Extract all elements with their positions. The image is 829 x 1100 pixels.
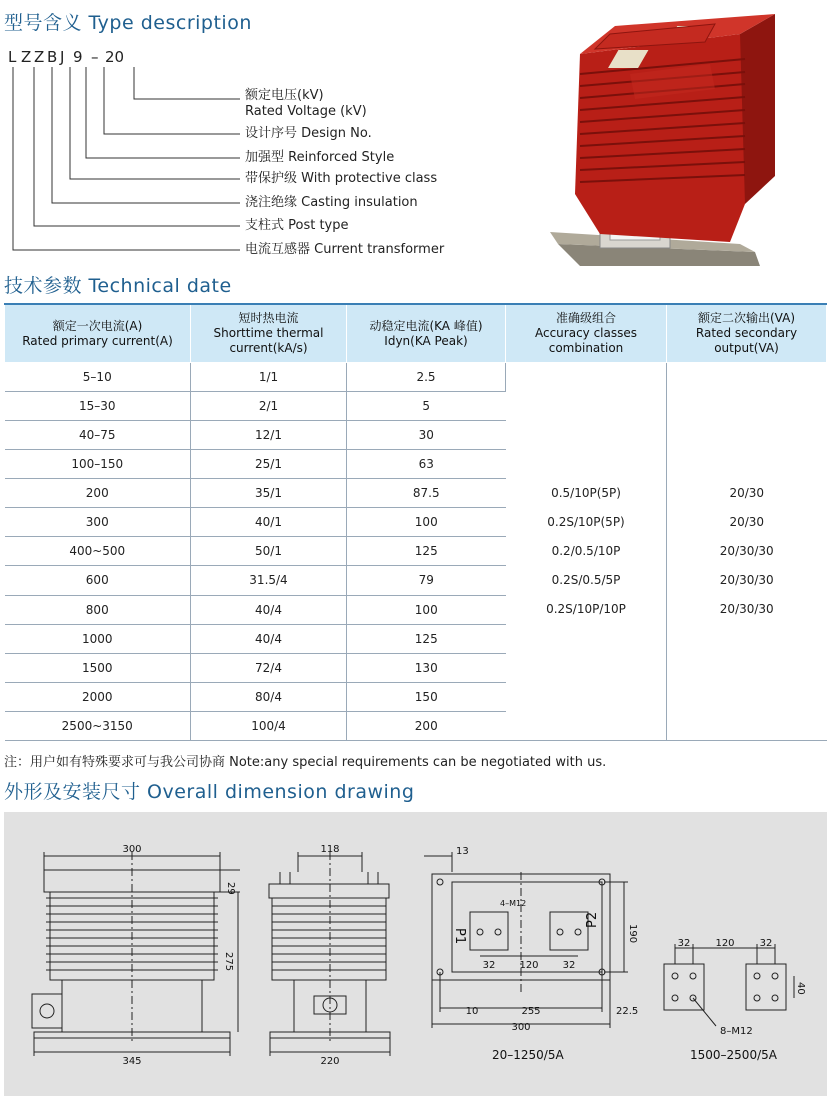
label-p2: P2 [585,911,600,928]
dim-front-29: 29 [225,882,236,895]
cell-primary: 2000 [5,682,191,711]
cell-primary: 5–10 [5,363,191,392]
cell-thermal: 100/4 [191,711,347,740]
cell-primary: 100–150 [5,450,191,479]
cell-idyn: 100 [347,508,506,537]
cell-thermal: 12/1 [191,421,347,450]
dim-terminal-32a: 32 [677,938,691,949]
header-shorttime-thermal: 短时热电流 Shorttime thermal current(kA/s) [191,304,347,363]
cell-primary: 15–30 [5,392,191,421]
dim-top-190: 190 [627,924,638,944]
header-accuracy: 准确级组合 Accuracy classes combination [506,304,667,363]
dim-terminal-40: 40 [795,982,806,995]
cell-thermal: 40/1 [191,508,347,537]
desc-casting: 浇注绝缘 Casting insulation [245,195,418,210]
code-char: J [60,48,65,66]
desc-protective: 带保护级 With protective class [245,171,438,186]
technical-title: 技术参数 Technical date [4,275,232,297]
cell-primary: 1500 [5,653,191,682]
cell-primary: 200 [5,479,191,508]
header-secondary-output: 额定二次输出(VA) Rated secondary output(VA) [667,304,827,363]
table-row [5,363,827,392]
note-text: 注：用户如有特殊要求可与我公司协商 Note:any special requirements can be negotiated with us. [4,755,607,770]
cell-primary: 40–75 [5,421,191,450]
cell-thermal: 25/1 [191,450,347,479]
cell-idyn: 87.5 [347,479,506,508]
dim-top-300: 300 [511,1022,531,1033]
dim-top-m12: 4–M12 [500,899,527,908]
table-header-row [5,304,827,363]
dim-front-width-top: 300 [122,844,142,855]
code-char: – [91,48,99,66]
desc-post-type: 支柱式 Post type [245,218,349,233]
cell-thermal: 50/1 [191,537,347,566]
code-char: Z [21,48,32,66]
dim-terminal-120: 120 [715,938,735,949]
cell-idyn: 100 [347,595,506,624]
cell-thermal: 35/1 [191,479,347,508]
header-rated-primary: 额定一次电流(A) Rated primary current(A) [5,304,191,363]
type-description-title: 型号含义 Type description [4,12,252,34]
label-p1: P1 [452,928,467,945]
code-char: Z [34,48,45,66]
dim-terminal-32b: 32 [759,938,773,949]
cell-primary: 300 [5,508,191,537]
cell-idyn: 30 [347,421,506,450]
code-char: L [8,48,17,66]
code-char: 9 [73,48,83,66]
cell-thermal: 40/4 [191,595,347,624]
transformer-photo [540,4,780,276]
cell-primary: 600 [5,566,191,595]
dim-front-height: 275 [223,952,234,972]
cell-thermal: 2/1 [191,392,347,421]
dim-top-32b: 32 [562,960,576,971]
cell-primary: 2500~3150 [5,711,191,740]
dim-side-width-bottom: 220 [320,1056,340,1067]
desc-rated-voltage: 额定电压(kV) Rated Voltage (kV) [245,88,367,119]
drawing-title: 外形及安装尺寸 Overall dimension drawing [4,781,415,803]
cell-thermal: 1/1 [191,363,347,392]
cell-primary: 400~500 [5,537,191,566]
dim-terminal-m12: 8–M12 [720,1026,753,1037]
cell-idyn: 63 [347,450,506,479]
desc-reinforced: 加强型 Reinforced Style [245,150,395,165]
cell-idyn: 79 [347,566,506,595]
cell-idyn: 125 [347,624,506,653]
desc-design-no: 设计序号 Design No. [245,126,372,141]
code-char: B [47,48,58,66]
cell-accuracy-combos: 0.5/10P(5P) 0.2S/10P(5P) 0.2/0.5/10P 0.2S/0.5/5P 0.2S/10P/10P [506,363,667,741]
desc-current-transformer: 电流互感器 Current transformer [245,242,445,257]
cell-secondary-outputs: 20/30 20/30 20/30/30 20/30/30 20/30/30 [667,363,827,741]
dim-top-13: 13 [456,846,469,857]
dim-top-32a: 32 [482,960,496,971]
dim-top-255: 255 [521,1006,541,1017]
caption-top-view: 20–1250/5A [492,1048,564,1062]
dim-top-10: 10 [465,1006,479,1017]
code-char: 20 [105,48,125,66]
dim-top-22-5: 22.5 [616,1006,639,1017]
cell-thermal: 31.5/4 [191,566,347,595]
dim-top-120: 120 [519,960,539,971]
cell-idyn: 125 [347,537,506,566]
cell-idyn: 200 [347,711,506,740]
dim-front-width-bottom: 345 [122,1056,142,1067]
cell-thermal: 80/4 [191,682,347,711]
dimension-drawing-area [4,812,827,1096]
cell-idyn: 2.5 [347,363,506,392]
cell-idyn: 130 [347,653,506,682]
cell-primary: 800 [5,595,191,624]
dim-side-width-top: 118 [320,844,340,855]
cell-idyn: 5 [347,392,506,421]
spec-table [4,303,827,741]
header-idyn: 动稳定电流(KA 峰值) Idyn(KA Peak) [347,304,506,363]
caption-terminal-view: 1500–2500/5A [690,1048,777,1062]
cell-primary: 1000 [5,624,191,653]
cell-thermal: 72/4 [191,653,347,682]
cell-idyn: 150 [347,682,506,711]
cell-thermal: 40/4 [191,624,347,653]
